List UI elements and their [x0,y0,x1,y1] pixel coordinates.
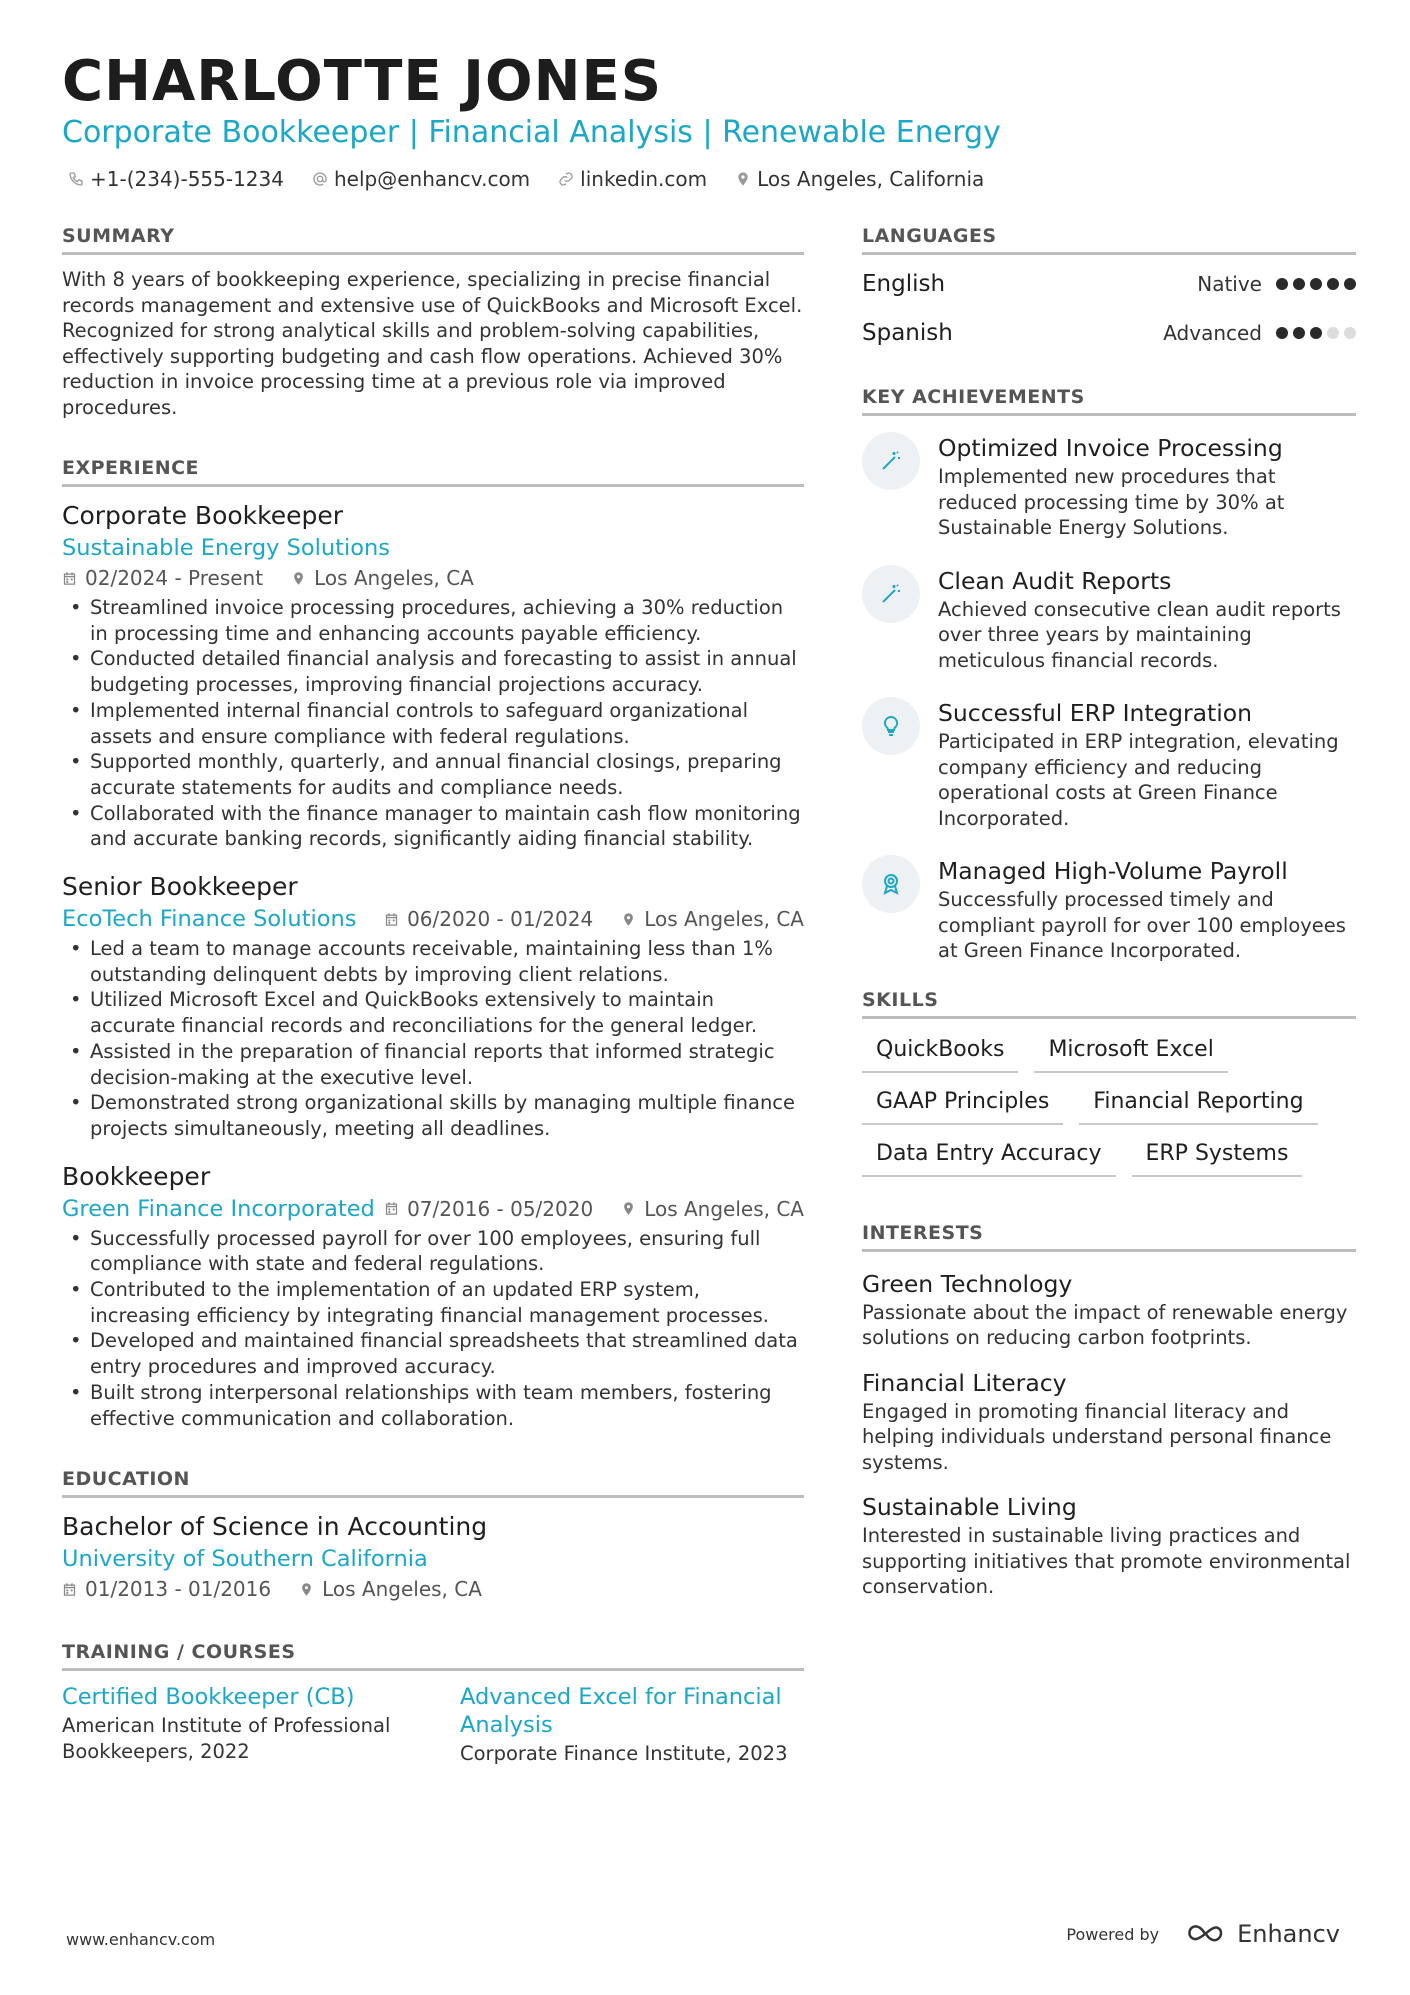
interest-item [862,1491,1356,1600]
training-section [62,1640,804,1767]
language-item [862,308,1356,357]
job-meta [384,1194,804,1224]
course-item [62,1683,402,1767]
interest-desc: Passionate about the impact of renewable energy solutions on reducing carbon footprints. [862,1300,1348,1349]
proficiency-dot-empty [1327,327,1339,339]
job-location-text: Los Angeles, CA [314,566,474,590]
bullet-item: • Demonstrated strong organizational skills by managing multiple finance projects simultaneously, meeting all deadlines. [62,1090,804,1141]
calendar-icon [384,1201,399,1216]
company-name: Green Finance Incorporated [62,1195,375,1222]
job-title: Bookkeeper [62,1161,211,1191]
proficiency-dot-filled [1327,278,1339,290]
award-icon [879,872,903,896]
skill-tag: GAAP Principles [862,1087,1063,1125]
skills-section [862,988,1356,1177]
section-title-training: TRAINING / COURSES [62,1640,804,1671]
section-title-summary: SUMMARY [62,224,804,255]
bullet-item: • Streamlined invoice processing procedures, achieving a 30% reduction in processing time and enhancing accounts payable efficiency. [62,595,804,646]
achievement-item [862,855,1356,964]
job-meta [384,904,804,934]
education-dates [62,1574,271,1604]
interest-item [862,1367,1356,1476]
map-pin-icon [621,912,636,927]
footer-website-link[interactable]: www.enhancv.com [66,1930,216,1949]
achievement-body [938,565,1356,674]
job-location [621,1194,804,1224]
job-dates [384,904,593,934]
skill-tag: QuickBooks [862,1035,1018,1073]
bullet-item: • Supported monthly, quarterly, and annual financial closings, preparing accurate statements for audits and compliance needs. [62,749,804,800]
map-pin-icon [735,171,751,187]
achievement-title: Clean Audit Reports [938,566,1172,595]
job-dates [62,563,263,593]
school-name: University of Southern California [62,1546,428,1573]
achievement-body [938,697,1356,831]
job-bullets [62,595,804,852]
job-title: Senior Bookkeeper [62,872,298,902]
interest-title: Sustainable Living [862,1493,1077,1521]
proficiency-dot-filled [1344,278,1356,290]
achievement-title: Optimized Invoice Processing [938,434,1283,462]
job-entry [62,499,804,852]
section-title-skills: SKILLS [862,988,1356,1019]
email-text: help@enhancv.com [333,167,531,191]
brand-name: Enhancv [1237,1920,1340,1948]
section-title-education: EDUCATION [62,1467,804,1498]
job-entry [62,1160,804,1432]
achievement-item [862,697,1356,831]
bullet-item: • Implemented internal financial controls to safeguard organizational assets and ensure compliance with federal regulations. [62,698,804,749]
phone-icon [68,171,84,187]
education-dates-text: 01/2013 - 01/2016 [85,1577,272,1602]
achievement-desc: Achieved consecutive clean audit reports over three years by maintaining meticulous financial records. [938,597,1341,672]
footer-branding [1066,1920,1340,1948]
job-company-row [62,1194,804,1224]
summary-section [62,224,804,420]
achievement-icon-wrap [862,697,920,755]
section-title-achievements: KEY ACHIEVEMENTS [862,385,1356,416]
bullet-item: • Developed and maintained financial spreadsheets that streamlined data entry procedures and improved accuracy. [62,1328,804,1379]
proficiency-dot-empty [1344,327,1356,339]
language-name: English [862,270,946,297]
job-bullets [62,1226,804,1432]
company-name: Sustainable Energy Solutions [62,535,391,561]
achievement-icon-wrap [862,565,920,623]
calendar-icon [62,1582,77,1597]
tagline: Corporate Bookkeeper | Financial Analysis | Renewable Energy [62,115,1001,150]
bullet-item: • Conducted detailed financial analysis and forecasting to assist in annual budgeting processes, improving financial projections accuracy. [62,646,804,697]
powered-by-text: Powered by [1066,1924,1160,1944]
skill-list [862,1035,1356,1177]
achievement-title: Managed High-Volume Payroll [938,857,1288,885]
location-text: Los Angeles, California [757,167,985,191]
degree-title: Bachelor of Science in Accounting [62,1512,488,1542]
language-name: Spanish [862,319,953,346]
skill-tag: Microsoft Excel [1034,1035,1227,1073]
link-icon [558,171,574,187]
proficiency-dots [1276,327,1356,339]
achievement-body [938,855,1356,964]
skill-tag: Financial Reporting [1079,1087,1317,1125]
education-section [62,1467,804,1604]
magic-wand-icon [879,582,903,606]
candidate-name: CHARLOTTE JONES [62,49,663,114]
achievement-item [862,432,1356,541]
job-entry [62,870,804,1142]
map-pin-icon [621,1201,636,1216]
contact-email[interactable] [312,164,530,194]
course-list [62,1683,804,1767]
map-pin-icon [291,571,306,586]
calendar-icon [62,571,77,586]
lightbulb-icon [879,714,903,738]
magic-wand-icon [879,449,903,473]
job-location-text: Los Angeles, CA [644,907,804,932]
right-column [862,224,1356,1616]
course-provider: Corporate Finance Institute, 2023 [460,1742,788,1766]
language-item [862,259,1356,308]
proficiency-dot-filled [1293,327,1305,339]
skill-tag: ERP Systems [1132,1139,1303,1177]
interest-desc: Engaged in promoting financial literacy and helping individuals understand personal finance systems. [862,1399,1332,1474]
proficiency-dot-filled [1276,278,1288,290]
skill-tag: Data Entry Accuracy [862,1139,1116,1177]
contact-linkedin[interactable] [558,164,707,194]
at-icon [312,171,328,187]
company-name: EcoTech Finance Solutions [62,906,357,933]
course-item [460,1683,800,1767]
achievement-icon-wrap [862,432,920,490]
education-location-text: Los Angeles, CA [322,1577,482,1602]
interest-desc: Interested in sustainable living practices and supporting initiatives that promote environmental conservation. [862,1524,1351,1598]
job-dates [384,1194,593,1224]
section-title-interests: INTERESTS [862,1221,1356,1252]
map-pin-icon [299,1582,314,1597]
course-title: Certified Bookkeeper (CB) [62,1684,355,1711]
job-dates-text: 02/2024 - Present [85,566,264,590]
bullet-item: • Collaborated with the finance manager to maintain cash flow monitoring and accurate banking records, significantly aiding financial stability. [62,801,804,852]
experience-section [62,456,804,1431]
proficiency-dot-filled [1310,327,1322,339]
job-bullets [62,936,804,1142]
proficiency-dot-filled [1276,327,1288,339]
languages-section [862,224,1356,357]
bullet-item: • Utilized Microsoft Excel and QuickBooks extensively to maintain accurate financial records and reconciliations for the general ledger. [62,987,804,1038]
phone-text: +1-(234)-555-1234 [90,167,284,191]
proficiency-dot-filled [1310,278,1322,290]
contact-row [68,164,984,194]
interest-item [862,1268,1356,1351]
contact-phone[interactable] [68,164,284,194]
job-location-text: Los Angeles, CA [644,1196,804,1221]
achievement-item [862,565,1356,674]
job-meta [62,563,804,593]
achievement-desc: Participated in ERP integration, elevating company efficiency and reducing operational costs at Green Finance Incorporated. [938,730,1339,830]
language-proficiency [1197,272,1356,296]
language-proficiency [1163,321,1356,345]
language-level: Native [1197,271,1262,296]
education-meta [62,1574,804,1604]
achievement-desc: Successfully processed timely and compliant payroll for over 100 employees at Green Finance Incorporated. [938,888,1346,962]
achievement-desc: Implemented new procedures that reduced processing time by 30% at Sustainable Energy Solutions. [938,465,1285,539]
section-title-languages: LANGUAGES [862,224,1356,255]
proficiency-dot-filled [1293,278,1305,290]
bullet-item: • Led a team to manage accounts receivable, maintaining less than 1% outstanding delinquent debts by improving client relations. [62,936,804,987]
enhancv-logo-icon [1185,1921,1229,1947]
left-column [62,224,804,1767]
job-dates-text: 07/2016 - 05/2020 [407,1196,594,1221]
job-title: Corporate Bookkeeper [62,501,344,530]
course-provider: American Institute of Professional Bookkeepers, 2022 [62,1714,391,1764]
achievement-body [938,432,1356,541]
job-company-row [62,904,804,934]
linkedin-text: linkedin.com [580,167,708,191]
summary-text: With 8 years of bookkeeping experience, specializing in precise financial records management and extensive use of QuickBooks and Microsoft Excel. Recognized for strong analytical skills and problem-solving capabilities, effectively supporting budgeting and cash flow operations. Achieved 30% reduction in invoice processing time at a previous role via improved procedures. [62,268,803,419]
job-location [621,904,804,934]
interest-title: Green Technology [862,1269,1073,1298]
course-title: Advanced Excel for Financial Analysis [460,1684,782,1739]
brand-logo[interactable] [1185,1920,1340,1948]
calendar-icon [384,912,399,927]
language-level: Advanced [1163,320,1262,345]
bullet-item: • Successfully processed payroll for over 100 employees, ensuring full compliance with state and federal regulations. [62,1226,804,1277]
section-title-experience: EXPERIENCE [62,456,804,487]
contact-location [735,164,984,194]
job-dates-text: 06/2020 - 01/2024 [407,907,594,932]
job-location [291,563,474,593]
achievement-title: Successful ERP Integration [938,699,1253,727]
education-location [299,1574,482,1604]
interest-title: Financial Literacy [862,1368,1067,1397]
bullet-item: • Contributed to the implementation of an updated ERP system, increasing efficiency by integrating financial management processes. [62,1277,804,1328]
achievements-section [862,385,1356,964]
bullet-item: • Assisted in the preparation of financial reports that informed strategic decision-making at the executive level. [62,1039,804,1090]
interests-section [862,1221,1356,1600]
bullet-item: • Built strong interpersonal relationships with team members, fostering effective communication and collaboration. [62,1380,804,1431]
achievement-icon-wrap [862,855,920,913]
proficiency-dots [1276,278,1356,290]
